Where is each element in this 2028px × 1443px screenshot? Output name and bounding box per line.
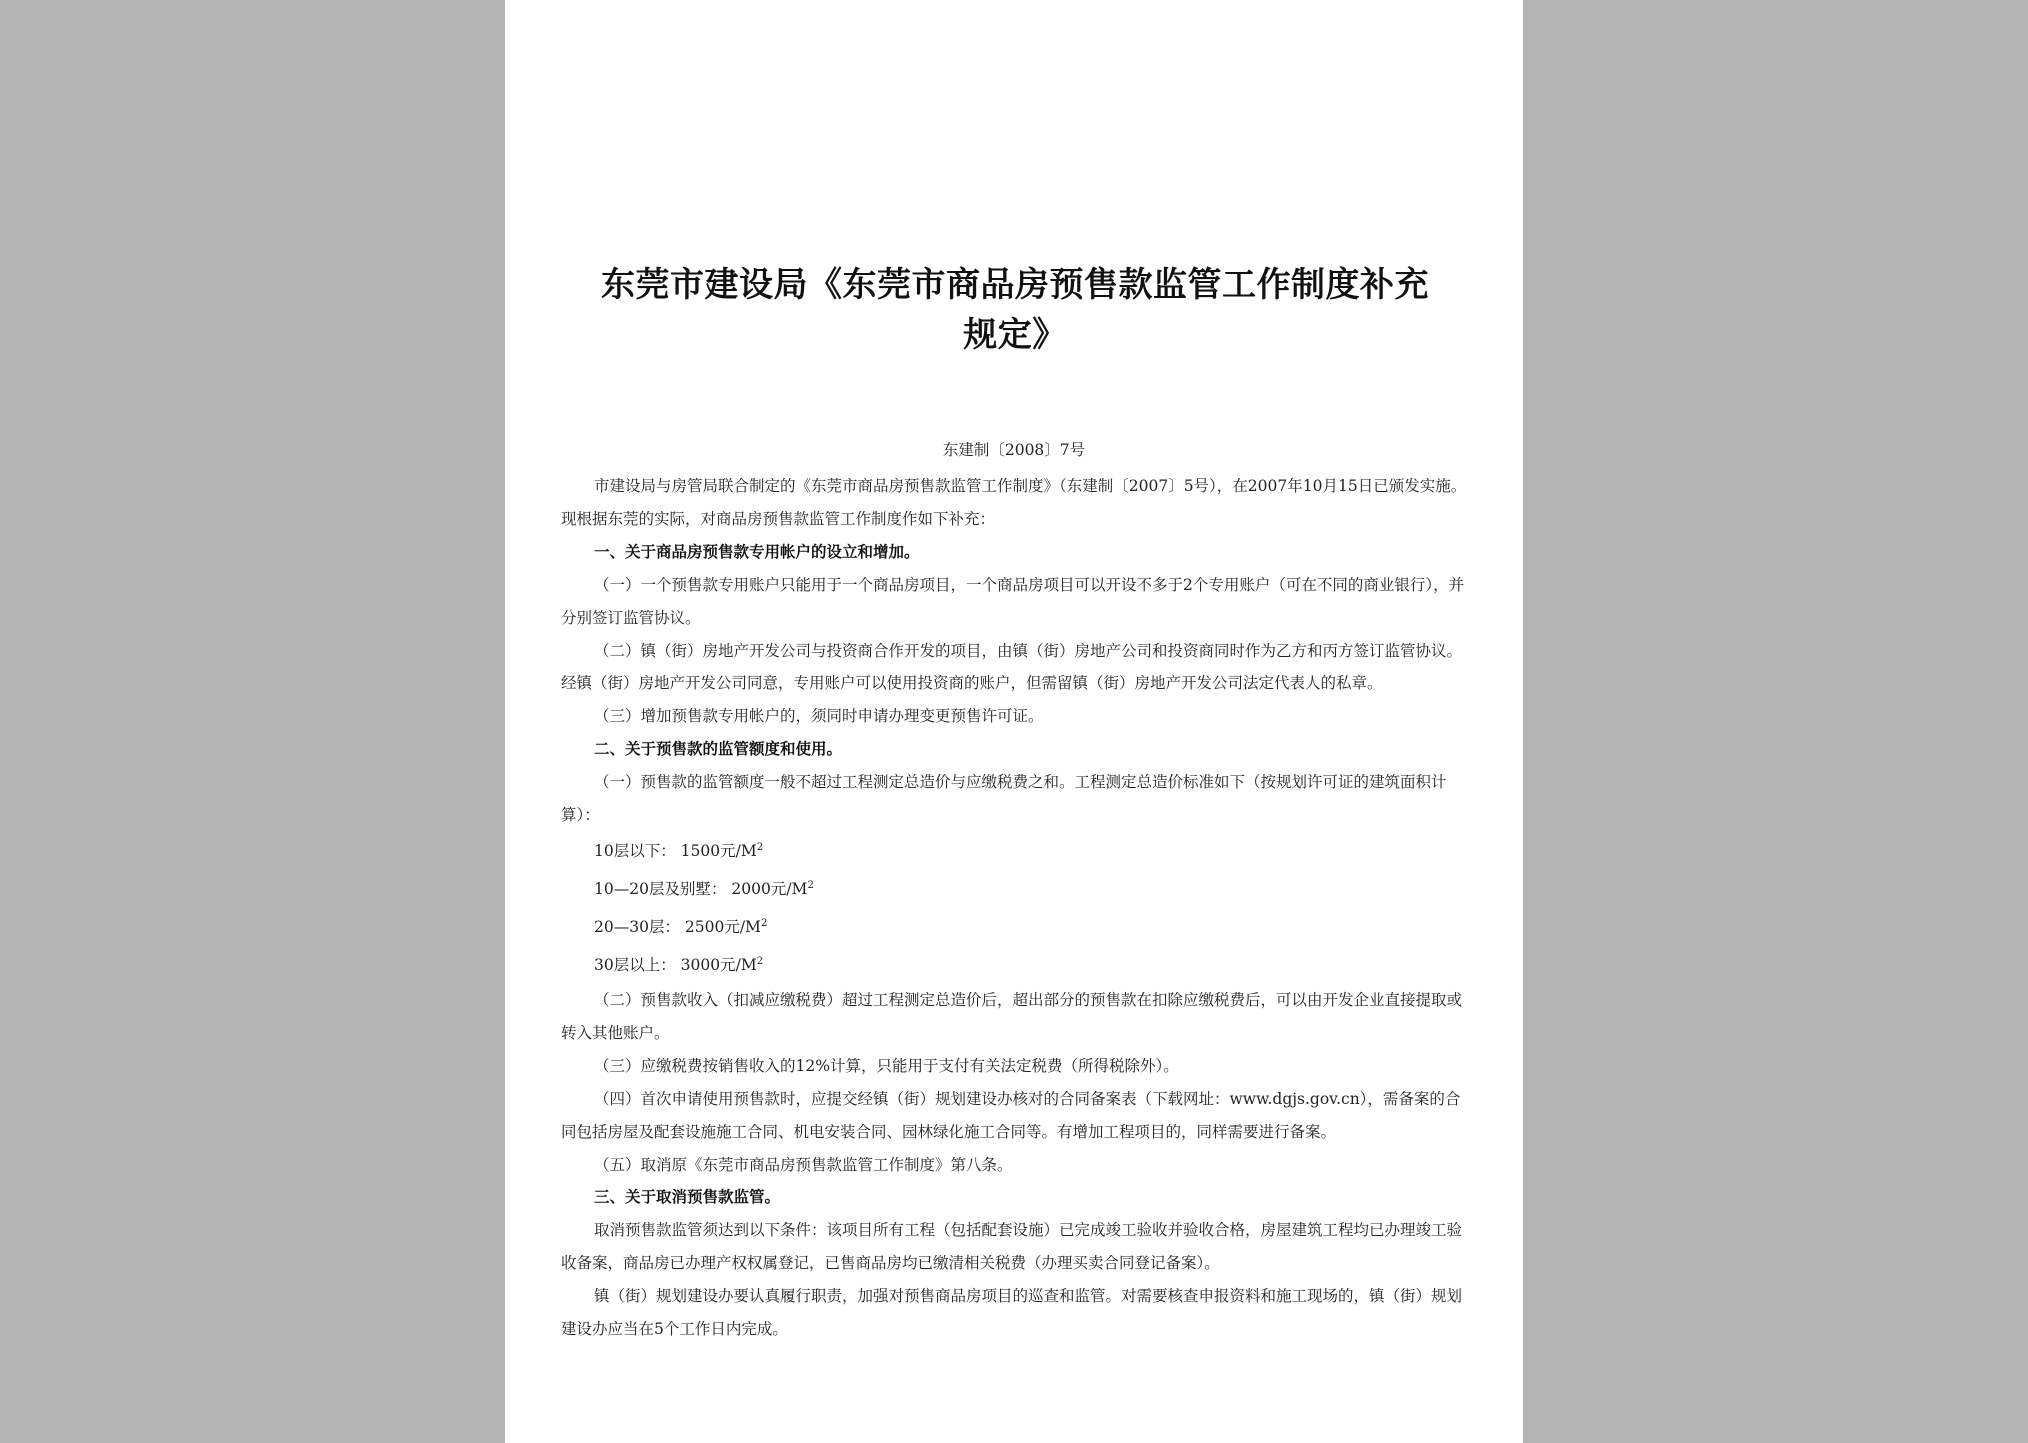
intro-paragraph: 市建设局与房管局联合制定的《东莞市商品房预售款监管工作制度》（东建制〔2007〕5号），在2007年10月15日已颁发实施。现根据东莞的实际，对商品房预售款监管工作制度作如下补充：: [561, 477, 1467, 528]
section-2-item-5: （五）取消原《东莞市商品房预售款监管工作制度》第八条。: [594, 1155, 1013, 1174]
section-2-heading: 二、关于预售款的监管额度和使用。: [594, 739, 843, 759]
section-3-heading: 三、关于取消预售款监管。: [594, 1187, 781, 1207]
standard-label: 30层以上：: [594, 955, 676, 974]
standard-value: 3000元/M: [680, 955, 757, 974]
section-1-item-3: （三）增加预售款专用帐户的，须同时申请办理变更预售许可证。: [594, 707, 1044, 726]
standard-label: 20—30层：: [594, 917, 680, 936]
section-1-item-1: （一）一个预售款专用账户只能用于一个商品房项目，一个商品房项目可以开设不多于2个专用账户（可在不同的商业银行），并分别签订监管协议。: [561, 575, 1465, 627]
title-line-2: 规定》: [963, 315, 1067, 355]
section-1-heading: 一、关于商品房预售款专用帐户的设立和增加。: [594, 541, 920, 561]
standard-exponent: 2: [756, 841, 764, 853]
section-3-item-1: 取消预售款监管须达到以下条件：该项目所有工程（包括配套设施）已完成竣工验收并验收合格，房屋建筑工程均已办理竣工验收备案，商品房已办理产权权属登记，已售商品房均已缴清相关税费（办理买卖合同登记备案）。: [561, 1221, 1463, 1273]
standard-exponent: 2: [807, 879, 814, 891]
section-1-item-2: （二）镇（街）房地产开发公司与投资商合作开发的项目，由镇（街）房地产公司和投资商同时作为乙方和丙方签订监管协议。经镇（街）房地产开发公司同意，专用账户可以使用投资商的账户，但需留镇（街）房地产开发公司法定代表人的私章。: [561, 641, 1463, 693]
cost-standard-2: [561, 870, 1471, 908]
section-2-item-4: （四）首次申请使用预售款时，应提交经镇（街）规划建设办核对的合同备案表（下载网址：www.dgjs.gov.cn），需备案的合同包括房屋及配套设施施工合同、机电安装合同、园林绿化施工合同等。有增加工程项目的，同样需要进行备案。: [561, 1089, 1461, 1141]
standard-value: 2000元/M: [731, 879, 808, 898]
section-2-item-3: （三）应缴税费按销售收入的12%计算，只能用于支付有关法定税费（所得税除外）。: [594, 1056, 1179, 1075]
standard-label: 10层以下：: [594, 841, 676, 860]
standard-value: 2500元/M: [684, 917, 761, 936]
document-body: [561, 470, 1471, 1346]
standard-exponent: 2: [760, 917, 768, 929]
document-page: [505, 0, 1523, 1443]
standard-value: 1500元/M: [680, 841, 757, 860]
standard-label: 10—20层及别墅：: [594, 879, 727, 898]
section-2-item-2: （二）预售款收入（扣减应缴税费）超过工程测定总造价后，超出部分的预售款在扣除应缴税费后，可以由开发企业直接提取或转入其他账户。: [561, 990, 1463, 1042]
cost-standard-1: [561, 832, 1471, 870]
cost-standard-3: [561, 908, 1471, 946]
standard-exponent: 2: [756, 955, 764, 967]
document-title: [565, 260, 1465, 360]
title-line-1: 东莞市建设局《东莞市商品房预售款监管工作制度补充: [601, 265, 1429, 305]
cost-standard-4: [561, 946, 1471, 984]
section-2-item-1: （一）预售款的监管额度一般不超过工程测定总造价与应缴税费之和。工程测定总造价标准如下（按规划许可证的建筑面积计算）：: [561, 773, 1447, 825]
section-3-item-2: 镇（街）规划建设办要认真履行职责，加强对预售商品房项目的巡查和监管。对需要核查申报资料和施工现场的，镇（街）规划建设办应当在5个工作日内完成。: [561, 1287, 1463, 1339]
document-number: 东建制〔2008〕7号: [942, 441, 1086, 459]
